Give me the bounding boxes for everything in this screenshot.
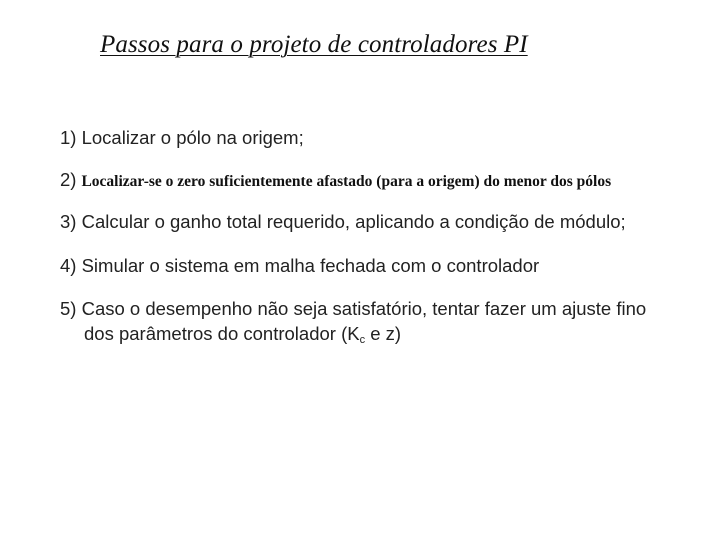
step-4-number: 4): [60, 255, 77, 276]
slide-title: Passos para o projeto de controladores PI: [100, 31, 528, 58]
step-3-text: Calcular o ganho total requerido, aplicando a condição de módulo;: [81, 211, 626, 232]
step-1: [60, 126, 304, 150]
step-2: [60, 168, 643, 194]
step-5-number: 5): [60, 298, 77, 319]
step-5: [60, 297, 646, 321]
step-4: [60, 254, 539, 278]
step-4-text: Simular o sistema em malha fechada com o controlador: [81, 255, 540, 276]
step-3: [60, 210, 626, 234]
step-1-text: Localizar o pólo na origem;: [81, 127, 304, 148]
step-2-text: Localizar-se o zero suficientemente afastado (para a origem) do menor dos pólos: [81, 173, 612, 190]
step-1-number: 1): [60, 127, 77, 148]
step-2-number: 2): [60, 169, 77, 190]
step-5-line2-pre: dos parâmetros do controlador (K: [84, 323, 360, 344]
step-5-line2-post: e z): [365, 323, 402, 344]
step-5-text: Caso o desempenho não seja satisfatório, tentar fazer um ajuste fino: [81, 298, 647, 319]
step-3-number: 3): [60, 211, 77, 232]
step-5-line2-subscript: c: [359, 334, 366, 346]
step-5-continuation: [84, 322, 401, 352]
